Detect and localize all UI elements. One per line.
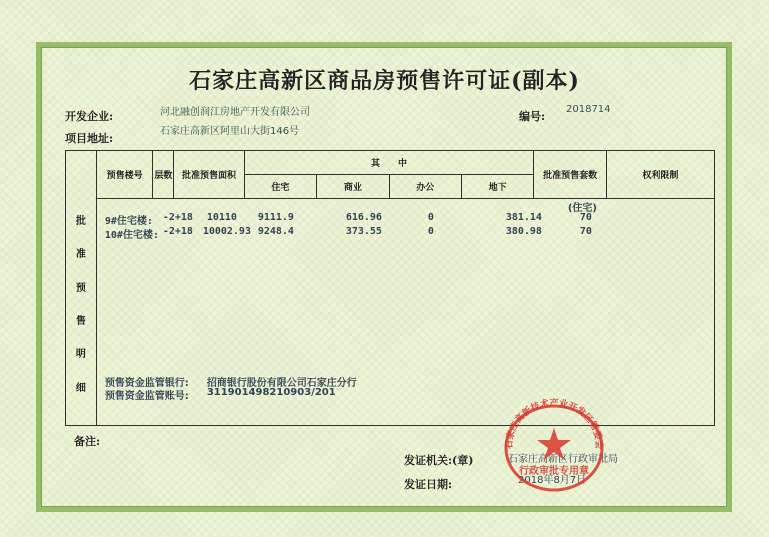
official-seal [500,398,608,494]
side-char: 细 [75,382,86,394]
row-units: 70 [579,226,592,237]
header-building: 预售楼号 [96,151,153,199]
number-value: 2018714 [566,104,611,115]
header-units: 批准预售套数 [534,151,606,199]
issuer-value: 石家庄高新区行政审批局 [508,454,618,465]
address-value: 石家庄高新区阿里山大街146号 [160,126,300,137]
row-floors: -2+18 [162,226,193,237]
number-label: 编号: [519,110,546,123]
header-underground: 地下 [461,175,533,199]
header-residential: 住宅 [244,175,316,199]
seal-star-icon [537,428,571,460]
units-note: (住宅) [567,203,597,214]
issuer-label: 发证机关:(章) [404,454,474,467]
row-building: 10#住宅楼: [104,230,159,241]
header-office: 办公 [389,175,461,199]
developer-value: 河北融创润江房地产开发有限公司 [160,107,310,118]
side-label-cell [66,151,97,426]
header-area: 批准预售面积 [174,151,244,199]
seal-text: 石家庄高新技术产业开发区管委会 [504,398,604,450]
side-char: 准 [75,249,86,261]
side-char: 预 [75,282,86,294]
row-building: 9#住宅楼: [104,216,153,227]
seal-subtext: 行政审批专用章 [519,466,589,477]
header-restrictions: 权利限制 [606,151,714,199]
row-commercial: 616.96 [345,212,382,223]
account-value: 311901498210903/201 [206,387,336,398]
row-office: 0 [427,226,434,237]
side-char: 售 [75,316,86,328]
remarks-label: 备注: [74,435,101,448]
row-units: 70 [579,212,592,223]
header-commercial: 商业 [317,175,389,199]
row-residential: 9248.4 [257,226,294,237]
developer-label: 开发企业: [65,110,114,123]
row-floors: -2+18 [162,212,193,223]
side-char: 批 [75,216,86,228]
address-label: 项目地址: [65,132,114,145]
table-body [96,199,714,426]
row-commercial: 373.55 [345,226,382,237]
row-underground: 380.98 [505,226,542,237]
row-office: 0 [427,212,434,223]
side-char: 明 [75,349,86,361]
issue-date-value: 2018年8月7日 [518,475,587,486]
bank-value: 招商银行股份有限公司石家庄分行 [206,378,357,389]
bank-label: 预售资金监管银行: [104,378,189,389]
row-residential: 9111.9 [257,212,294,223]
row-area: 10002.93 [202,226,251,237]
document-title: 石家庄高新区商品房预售许可证(副本) [189,68,580,94]
header-floors: 层数 [153,151,174,199]
row-underground: 381.14 [505,212,542,223]
row-area: 10110 [206,212,237,223]
issue-date-label: 发证日期: [404,478,453,491]
presale-table [65,150,715,426]
account-label: 预售资金监管账号: [104,391,189,402]
header-among: 其 中 [244,151,534,175]
